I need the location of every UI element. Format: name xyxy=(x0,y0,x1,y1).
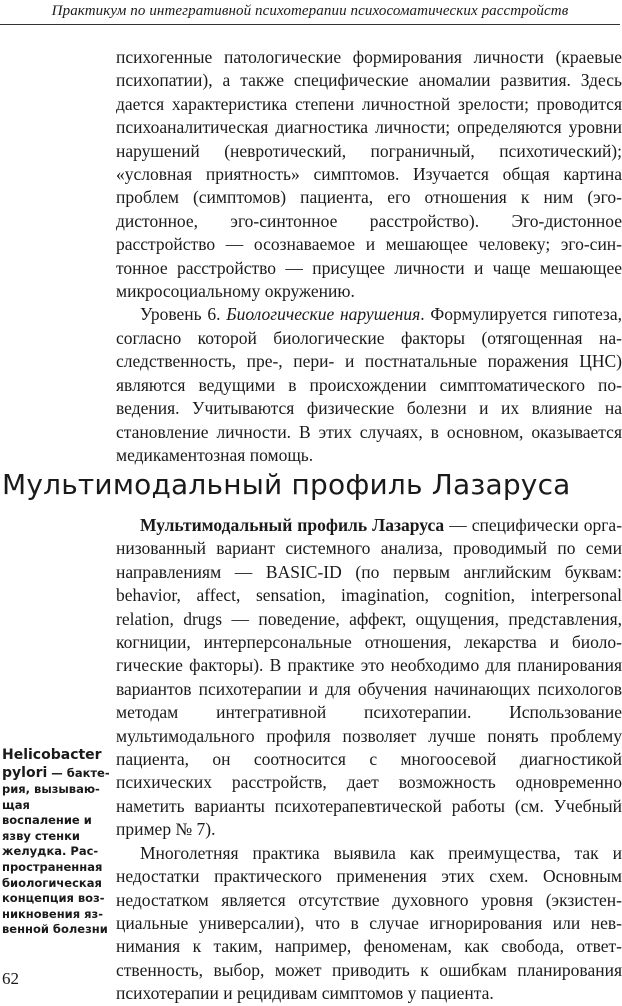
section-title: Мультимодальный профиль Лазаруса xyxy=(2,468,571,501)
level-label: Уровень 6. xyxy=(140,304,227,325)
level-name: Биологические нарушения xyxy=(226,304,421,325)
sidebar-definition: — бактерия, вызывающая воспаление и язву стенки желудка. Распространенная биологическая концепция возникновения язвенной болезни xyxy=(2,766,110,937)
page-number: 62 xyxy=(2,969,19,988)
paragraph-personality-level: психогенные патологические формирования личности (краевые психопатии), а также специфические аномалии развития. Здесь дается характеристика степени личностной зрелости; проводится психоаналитическая диагностика личности; определяются уровни нарушений (невротический, пограничный, психотический); «условная приятность» симптомов. Изучается общая картина проблем (симптомов) пациента, его отношения к ним (эго-дистонное, эго-синтонное расстройство). Эго-дистонное расстройство — осознаваемое и мешающее человеку; эго-синтонное расстройство — присущее личности и чаще мешающее микросоциальному окружению. xyxy=(116,47,622,302)
level-description: . Формулируется гипотеза, согласно которой биологические факторы (отягощенная наследственность, пре-, пери- и постнатальные поражения ЦНС) являются ведущими в происхождении симптоматического поведения. Учитываются физические болезни и их влияние на становление личности. В этих случаях, в основном, оказывается медикаментозная помощь. xyxy=(116,304,622,465)
sidebar-note xyxy=(2,746,110,938)
sidebar-term: Helicobacter pylori xyxy=(2,747,102,781)
paragraph-lazarus-definition xyxy=(116,514,622,842)
paragraph-biological-level xyxy=(116,303,622,467)
paragraph-practice: Многолетняя практика выявила как преимущества, так и недостатки практического применения этих схем. Основным недостатком является отсутствие духовного уровня (экзистенциальные универсалии), что в случае игнорирования или невнимания к таким, например, феноменам, как свобода, ответственность, выбор, может приводить к ошибкам планирования психотерапии и рецидивам симптомов у пациента. xyxy=(116,842,622,1004)
top-text-block xyxy=(116,46,622,467)
running-header xyxy=(0,0,620,25)
running-title: Практикум по интегративной психотерапии психосоматических расстройств xyxy=(51,3,569,19)
bottom-text-block xyxy=(116,514,622,1006)
defined-term: Мультимодальный профиль Лазаруса xyxy=(140,515,445,535)
definition-text: — специфически организованный вариант системного анализа, проводимый по семи направлениям — BASIC-ID (по первым английским буквам: behavior, affect, sensation, imagination, cognition, interpersonal relation, drugs — поведение, аффект, ощущения, представления, когниции, интерперсональные отношения, лекарства и биологические факторы). В практике это необходимо для планирования вариантов психотерапии и для обучения начинающих психологов методам интегративной психотерапии. Использование мультимодального профиля позволяет лучше понять проблему пациента, он соотносится с многоосевой диагностикой психических расстройств, дает возможность одновременно наметить варианты психотерапевтической работы (см. Учебный пример № 7). xyxy=(116,515,622,840)
